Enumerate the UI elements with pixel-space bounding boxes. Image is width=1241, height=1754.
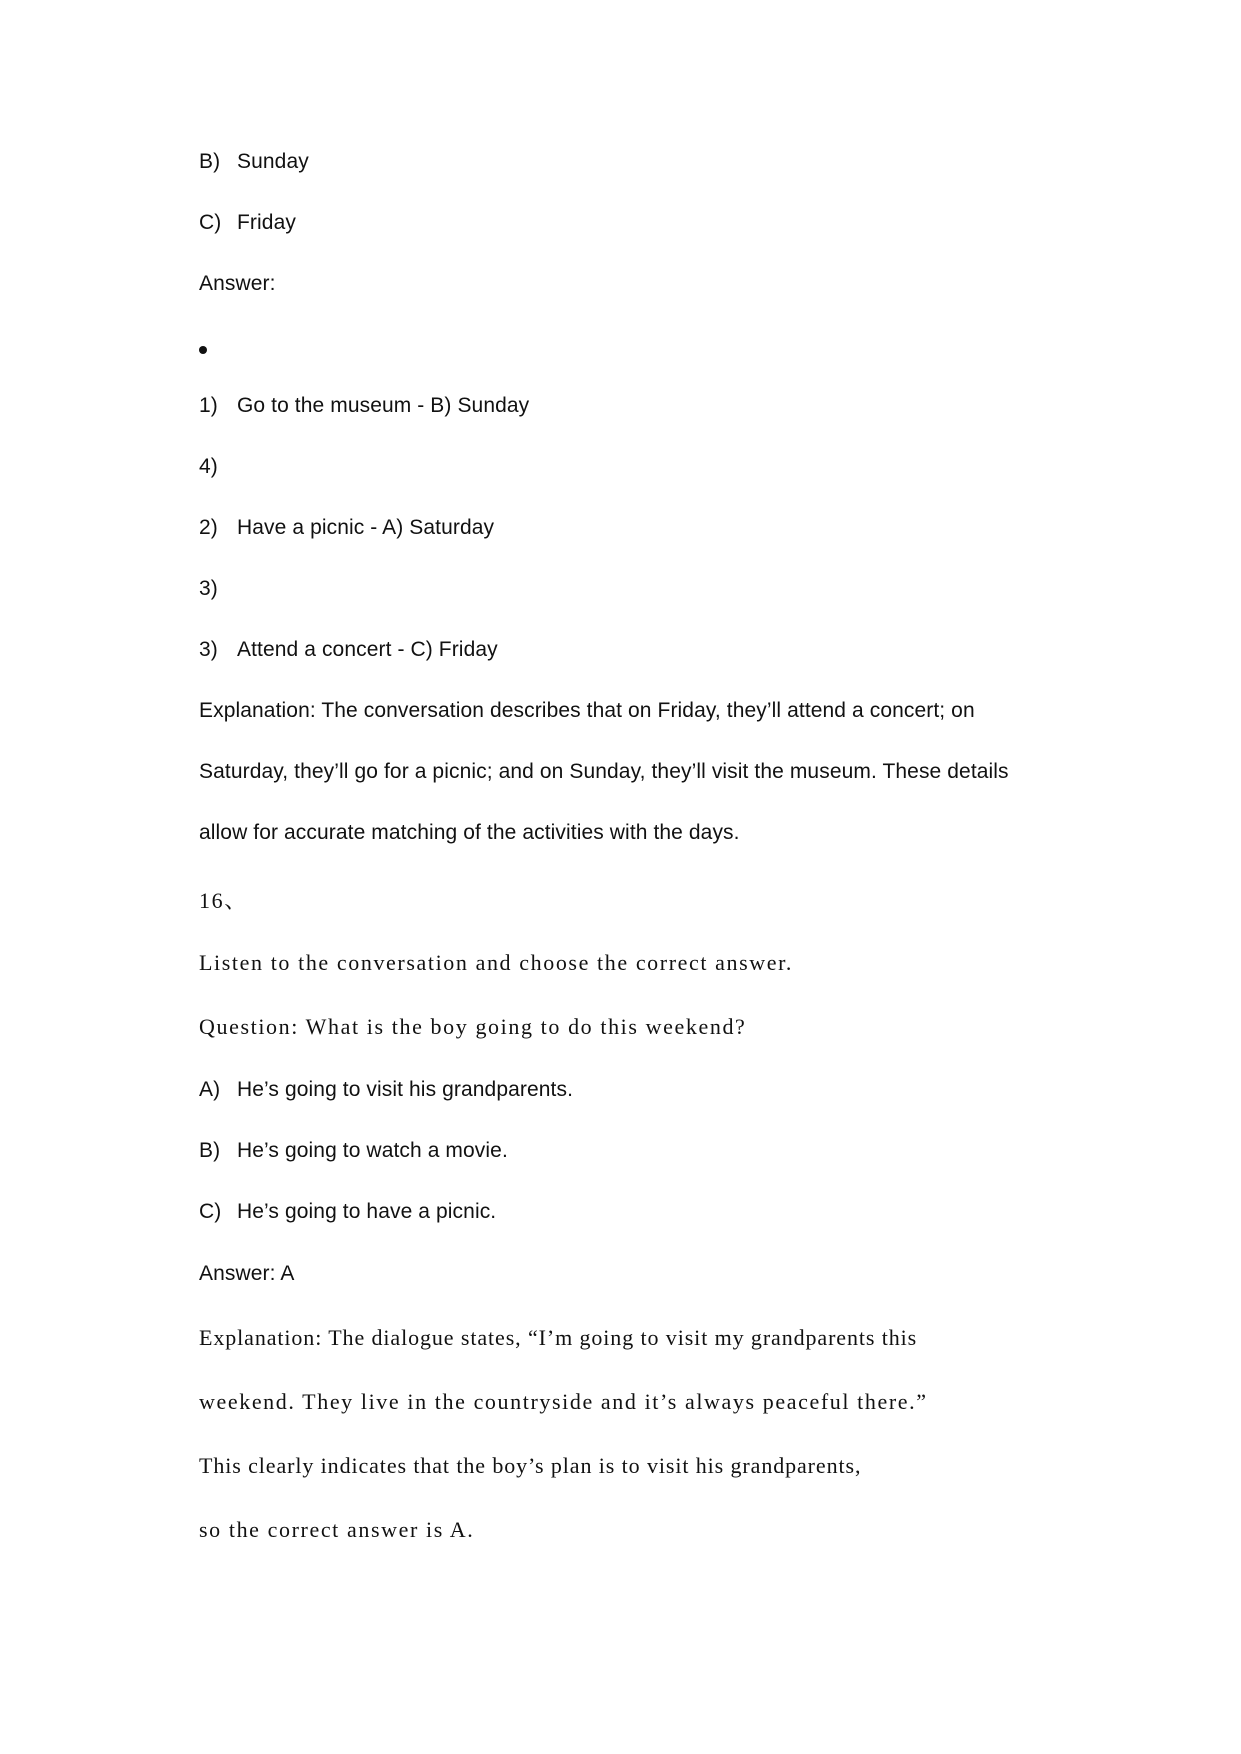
option-label: B) — [199, 1139, 221, 1162]
option-text: He’s going to watch a movie. — [237, 1139, 508, 1162]
explanation-line: weekend. They live in the countryside and it’s always peaceful there.” — [199, 1389, 928, 1414]
option-text: He’s going to have a picnic. — [237, 1200, 497, 1223]
match-number: 3) — [199, 577, 218, 600]
match-line — [199, 394, 529, 418]
option-c — [199, 211, 296, 235]
answer-line: Answer: A — [199, 1262, 295, 1285]
option-label: B) — [199, 150, 221, 173]
match-line — [199, 455, 237, 479]
explanation-line: allow for accurate matching of the activities with the days. — [199, 821, 740, 844]
option-text: He’s going to visit his grandparents. — [237, 1078, 573, 1101]
match-number: 1) — [199, 394, 218, 417]
option-label: C) — [199, 211, 222, 234]
explanation-line: Saturday, they’ll go for a picnic; and on Sunday, they’ll visit the museum. These details — [199, 760, 1009, 783]
question-instruction: Listen to the conversation and choose the correct answer. — [199, 950, 793, 975]
bullet-icon — [199, 346, 207, 354]
explanation-line: so the correct answer is A. — [199, 1517, 475, 1542]
explanation-line: Explanation: The dialogue states, “I’m going to visit my grandparents this — [199, 1325, 918, 1350]
option-c — [199, 1200, 496, 1224]
match-text: Attend a concert - C) Friday — [237, 638, 498, 661]
match-line — [199, 577, 237, 601]
match-text: Go to the museum - B) Sunday — [237, 394, 530, 417]
match-number: 3) — [199, 638, 218, 661]
match-text: Have a picnic - A) Saturday — [237, 516, 495, 539]
option-a — [199, 1078, 573, 1102]
explanation-line: This clearly indicates that the boy’s plan is to visit his grandparents, — [199, 1453, 862, 1478]
answer-heading: Answer: — [199, 272, 276, 295]
match-line — [199, 638, 498, 662]
option-b — [199, 150, 309, 174]
option-b — [199, 1139, 508, 1163]
option-label: C) — [199, 1200, 222, 1223]
match-line — [199, 516, 494, 540]
question-number: 16、 — [199, 888, 248, 913]
option-label: A) — [199, 1078, 221, 1101]
match-number: 2) — [199, 516, 218, 539]
match-number: 4) — [199, 455, 218, 478]
explanation-line: Explanation: The conversation describes that on Friday, they’ll attend a concert; on — [199, 699, 975, 722]
option-text: Friday — [237, 211, 296, 234]
option-text: Sunday — [237, 150, 309, 173]
question-text: Question: What is the boy going to do this weekend? — [199, 1014, 747, 1039]
